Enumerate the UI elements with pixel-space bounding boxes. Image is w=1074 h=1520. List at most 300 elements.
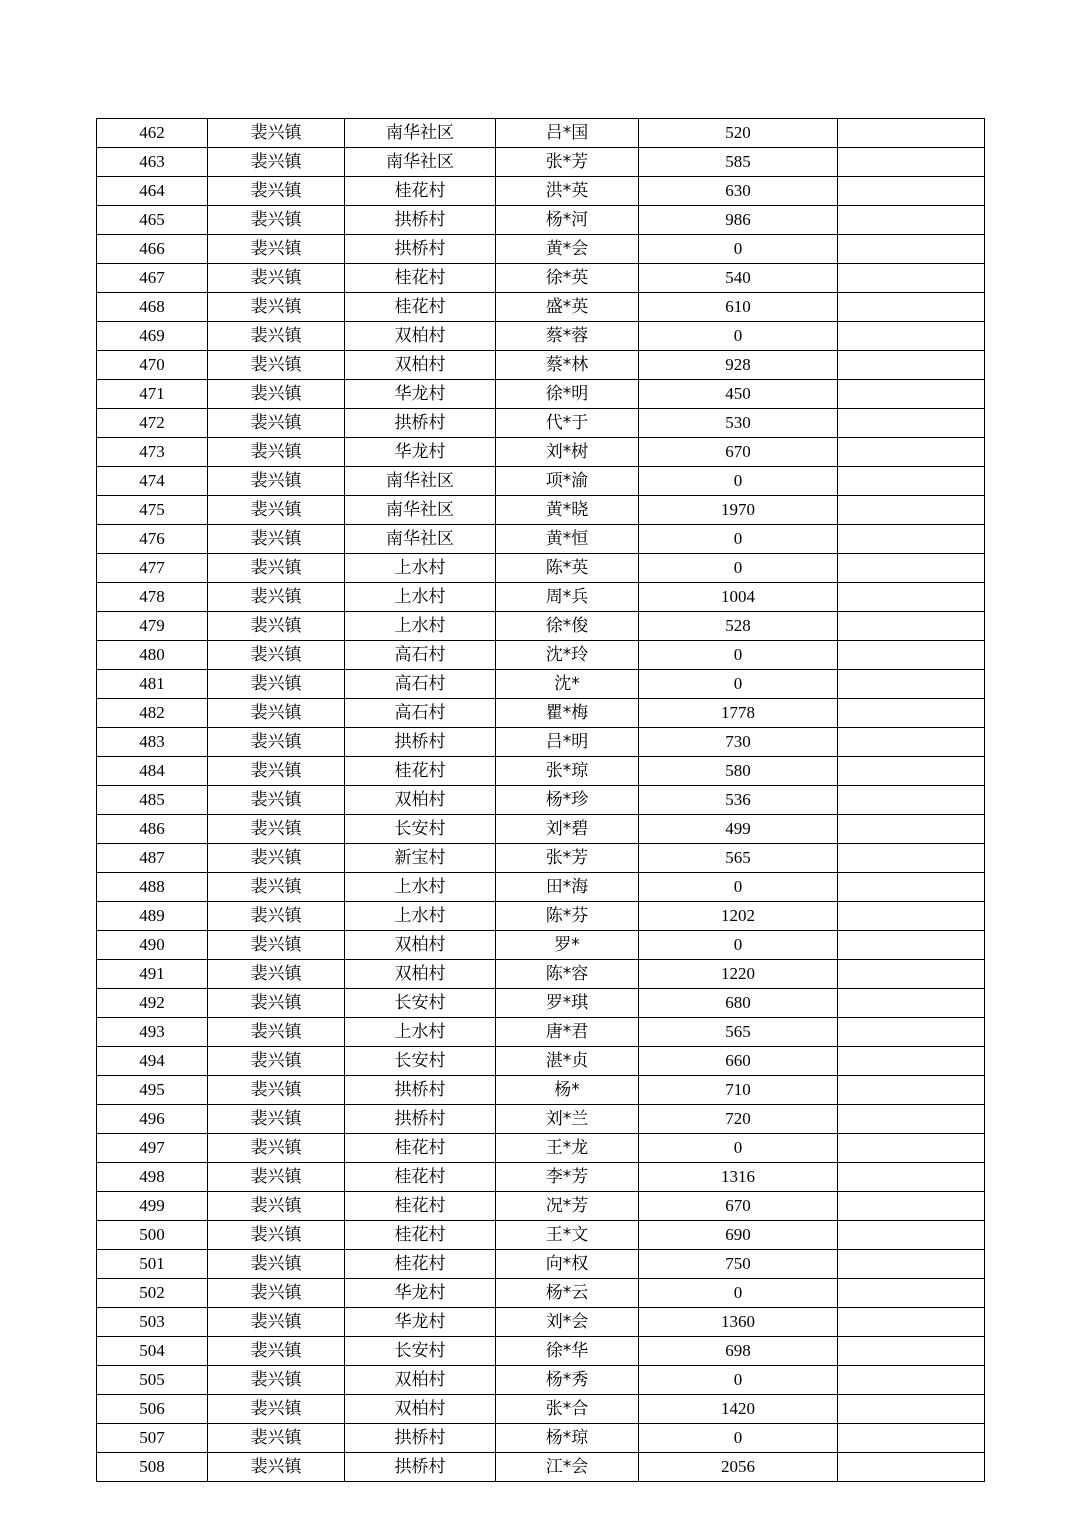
cell-village: 拱桥村 (345, 1076, 496, 1105)
cell-amount: 0 (639, 554, 838, 583)
cell-amount: 0 (639, 525, 838, 554)
table-row (97, 119, 985, 148)
cell-index: 462 (97, 119, 208, 148)
cell-index: 497 (97, 1134, 208, 1163)
cell-name: 张*琼 (496, 757, 639, 786)
cell-town: 裴兴镇 (208, 1047, 345, 1076)
table-row (97, 496, 985, 525)
cell-village: 拱桥村 (345, 1453, 496, 1482)
cell-note (838, 1366, 985, 1395)
cell-amount: 928 (639, 351, 838, 380)
cell-village: 桂花村 (345, 1192, 496, 1221)
cell-index: 471 (97, 380, 208, 409)
table-row (97, 989, 985, 1018)
table-body (97, 119, 985, 1482)
table-row (97, 873, 985, 902)
cell-amount: 1004 (639, 583, 838, 612)
table-row (97, 583, 985, 612)
cell-name: 杨* (496, 1076, 639, 1105)
cell-town: 裴兴镇 (208, 467, 345, 496)
cell-town: 裴兴镇 (208, 612, 345, 641)
cell-village: 桂花村 (345, 1221, 496, 1250)
cell-amount: 499 (639, 815, 838, 844)
table-row (97, 525, 985, 554)
cell-note (838, 119, 985, 148)
cell-village: 南华社区 (345, 148, 496, 177)
cell-amount: 0 (639, 670, 838, 699)
cell-village: 南华社区 (345, 496, 496, 525)
cell-name: 张*芳 (496, 844, 639, 873)
cell-note (838, 1105, 985, 1134)
cell-village: 南华社区 (345, 467, 496, 496)
cell-village: 桂花村 (345, 177, 496, 206)
cell-amount: 530 (639, 409, 838, 438)
cell-town: 裴兴镇 (208, 583, 345, 612)
cell-name: 徐*俊 (496, 612, 639, 641)
cell-index: 472 (97, 409, 208, 438)
cell-name: 张*芳 (496, 148, 639, 177)
cell-town: 裴兴镇 (208, 1453, 345, 1482)
cell-amount: 565 (639, 844, 838, 873)
cell-name: 杨*琼 (496, 1424, 639, 1453)
table-row (97, 1395, 985, 1424)
cell-amount: 750 (639, 1250, 838, 1279)
cell-amount: 565 (639, 1018, 838, 1047)
cell-amount: 520 (639, 119, 838, 148)
cell-note (838, 699, 985, 728)
cell-town: 裴兴镇 (208, 1337, 345, 1366)
cell-index: 498 (97, 1163, 208, 1192)
cell-village: 长安村 (345, 1337, 496, 1366)
table-row (97, 177, 985, 206)
cell-note (838, 612, 985, 641)
cell-index: 489 (97, 902, 208, 931)
cell-village: 上水村 (345, 612, 496, 641)
cell-town: 裴兴镇 (208, 293, 345, 322)
cell-name: 周*兵 (496, 583, 639, 612)
cell-index: 500 (97, 1221, 208, 1250)
cell-amount: 710 (639, 1076, 838, 1105)
cell-town: 裴兴镇 (208, 1134, 345, 1163)
cell-amount: 690 (639, 1221, 838, 1250)
cell-amount: 1970 (639, 496, 838, 525)
table-row (97, 380, 985, 409)
table-row (97, 757, 985, 786)
cell-town: 裴兴镇 (208, 119, 345, 148)
cell-index: 477 (97, 554, 208, 583)
cell-note (838, 1395, 985, 1424)
cell-village: 上水村 (345, 873, 496, 902)
cell-amount: 730 (639, 728, 838, 757)
cell-village: 双柏村 (345, 322, 496, 351)
cell-town: 裴兴镇 (208, 699, 345, 728)
cell-town: 裴兴镇 (208, 1018, 345, 1047)
cell-note (838, 1424, 985, 1453)
cell-index: 499 (97, 1192, 208, 1221)
cell-name: 张*合 (496, 1395, 639, 1424)
cell-note (838, 264, 985, 293)
cell-index: 504 (97, 1337, 208, 1366)
cell-amount: 610 (639, 293, 838, 322)
cell-name: 江*会 (496, 1453, 639, 1482)
cell-town: 裴兴镇 (208, 1250, 345, 1279)
cell-town: 裴兴镇 (208, 322, 345, 351)
cell-village: 拱桥村 (345, 1105, 496, 1134)
cell-index: 484 (97, 757, 208, 786)
cell-note (838, 1076, 985, 1105)
table-row (97, 148, 985, 177)
cell-village: 长安村 (345, 815, 496, 844)
table-row (97, 409, 985, 438)
cell-amount: 698 (639, 1337, 838, 1366)
cell-amount: 720 (639, 1105, 838, 1134)
cell-note (838, 670, 985, 699)
cell-town: 裴兴镇 (208, 728, 345, 757)
cell-amount: 536 (639, 786, 838, 815)
table-row (97, 1279, 985, 1308)
cell-index: 491 (97, 960, 208, 989)
cell-index: 482 (97, 699, 208, 728)
cell-index: 488 (97, 873, 208, 902)
table-row (97, 1424, 985, 1453)
cell-name: 杨*云 (496, 1279, 639, 1308)
cell-village: 上水村 (345, 554, 496, 583)
table-row (97, 960, 985, 989)
cell-name: 刘*兰 (496, 1105, 639, 1134)
cell-note (838, 1192, 985, 1221)
cell-name: 沈* (496, 670, 639, 699)
cell-index: 505 (97, 1366, 208, 1395)
cell-amount: 450 (639, 380, 838, 409)
table-row (97, 641, 985, 670)
table-row (97, 1366, 985, 1395)
cell-note (838, 525, 985, 554)
table-row (97, 1337, 985, 1366)
cell-name: 陈*英 (496, 554, 639, 583)
cell-amount: 986 (639, 206, 838, 235)
cell-village: 桂花村 (345, 1163, 496, 1192)
cell-town: 裴兴镇 (208, 496, 345, 525)
cell-village: 双柏村 (345, 1395, 496, 1424)
cell-index: 492 (97, 989, 208, 1018)
table-row (97, 235, 985, 264)
cell-town: 裴兴镇 (208, 148, 345, 177)
table-row (97, 1250, 985, 1279)
cell-note (838, 1018, 985, 1047)
cell-village: 双柏村 (345, 960, 496, 989)
cell-town: 裴兴镇 (208, 1279, 345, 1308)
table-row (97, 815, 985, 844)
cell-note (838, 177, 985, 206)
table-row (97, 728, 985, 757)
cell-index: 485 (97, 786, 208, 815)
cell-village: 华龙村 (345, 380, 496, 409)
cell-village: 新宝村 (345, 844, 496, 873)
cell-village: 双柏村 (345, 351, 496, 380)
cell-name: 徐*英 (496, 264, 639, 293)
table-row (97, 1076, 985, 1105)
cell-town: 裴兴镇 (208, 1366, 345, 1395)
cell-index: 501 (97, 1250, 208, 1279)
table-row (97, 1163, 985, 1192)
cell-index: 493 (97, 1018, 208, 1047)
table-row (97, 612, 985, 641)
cell-note (838, 409, 985, 438)
cell-amount: 585 (639, 148, 838, 177)
cell-index: 478 (97, 583, 208, 612)
cell-village: 桂花村 (345, 757, 496, 786)
cell-note (838, 322, 985, 351)
cell-amount: 0 (639, 873, 838, 902)
cell-town: 裴兴镇 (208, 815, 345, 844)
cell-town: 裴兴镇 (208, 554, 345, 583)
cell-village: 长安村 (345, 1047, 496, 1076)
cell-amount: 0 (639, 322, 838, 351)
cell-name: 代*于 (496, 409, 639, 438)
table-row (97, 1453, 985, 1482)
cell-village: 高石村 (345, 641, 496, 670)
cell-amount: 0 (639, 1424, 838, 1453)
cell-amount: 1778 (639, 699, 838, 728)
cell-town: 裴兴镇 (208, 960, 345, 989)
cell-index: 508 (97, 1453, 208, 1482)
cell-town: 裴兴镇 (208, 438, 345, 467)
cell-note (838, 844, 985, 873)
cell-name: 黄*会 (496, 235, 639, 264)
cell-village: 桂花村 (345, 264, 496, 293)
cell-name: 罗*琪 (496, 989, 639, 1018)
cell-note (838, 728, 985, 757)
subsidy-table (96, 118, 985, 1482)
cell-amount: 0 (639, 1279, 838, 1308)
cell-note (838, 496, 985, 525)
cell-name: 沈*玲 (496, 641, 639, 670)
cell-name: 吕*国 (496, 119, 639, 148)
cell-amount: 0 (639, 931, 838, 960)
cell-village: 上水村 (345, 1018, 496, 1047)
cell-index: 479 (97, 612, 208, 641)
cell-amount: 0 (639, 235, 838, 264)
table-row (97, 1018, 985, 1047)
cell-name: 陈*容 (496, 960, 639, 989)
cell-town: 裴兴镇 (208, 1395, 345, 1424)
cell-town: 裴兴镇 (208, 931, 345, 960)
cell-town: 裴兴镇 (208, 989, 345, 1018)
table-row (97, 351, 985, 380)
cell-amount: 1420 (639, 1395, 838, 1424)
cell-village: 拱桥村 (345, 409, 496, 438)
cell-note (838, 1250, 985, 1279)
cell-name: 吕*明 (496, 728, 639, 757)
cell-name: 黄*晓 (496, 496, 639, 525)
cell-index: 494 (97, 1047, 208, 1076)
cell-note (838, 1134, 985, 1163)
cell-name: 唐*君 (496, 1018, 639, 1047)
cell-village: 高石村 (345, 699, 496, 728)
cell-note (838, 815, 985, 844)
cell-town: 裴兴镇 (208, 757, 345, 786)
cell-amount: 528 (639, 612, 838, 641)
cell-index: 481 (97, 670, 208, 699)
cell-town: 裴兴镇 (208, 1163, 345, 1192)
cell-village: 双柏村 (345, 1366, 496, 1395)
table-row (97, 786, 985, 815)
cell-town: 裴兴镇 (208, 1105, 345, 1134)
cell-index: 506 (97, 1395, 208, 1424)
cell-name: 罗* (496, 931, 639, 960)
cell-town: 裴兴镇 (208, 1308, 345, 1337)
table-row (97, 206, 985, 235)
cell-index: 468 (97, 293, 208, 322)
cell-town: 裴兴镇 (208, 235, 345, 264)
cell-note (838, 467, 985, 496)
cell-village: 拱桥村 (345, 728, 496, 757)
cell-amount: 0 (639, 467, 838, 496)
cell-town: 裴兴镇 (208, 351, 345, 380)
cell-name: 瞿*梅 (496, 699, 639, 728)
cell-town: 裴兴镇 (208, 409, 345, 438)
cell-name: 刘*会 (496, 1308, 639, 1337)
cell-village: 南华社区 (345, 525, 496, 554)
cell-note (838, 554, 985, 583)
cell-index: 503 (97, 1308, 208, 1337)
cell-name: 项*渝 (496, 467, 639, 496)
cell-village: 华龙村 (345, 438, 496, 467)
cell-note (838, 148, 985, 177)
table-row (97, 264, 985, 293)
cell-town: 裴兴镇 (208, 873, 345, 902)
cell-name: 陈*芬 (496, 902, 639, 931)
cell-name: 杨*珍 (496, 786, 639, 815)
table-row (97, 1221, 985, 1250)
table-row (97, 467, 985, 496)
cell-town: 裴兴镇 (208, 1076, 345, 1105)
cell-note (838, 1337, 985, 1366)
cell-village: 桂花村 (345, 1134, 496, 1163)
cell-note (838, 1308, 985, 1337)
cell-town: 裴兴镇 (208, 264, 345, 293)
cell-name: 杨*河 (496, 206, 639, 235)
cell-name: 李*芳 (496, 1163, 639, 1192)
cell-note (838, 1453, 985, 1482)
cell-amount: 670 (639, 438, 838, 467)
cell-note (838, 235, 985, 264)
table-row (97, 293, 985, 322)
cell-note (838, 757, 985, 786)
cell-index: 474 (97, 467, 208, 496)
cell-note (838, 438, 985, 467)
cell-amount: 1360 (639, 1308, 838, 1337)
cell-amount: 670 (639, 1192, 838, 1221)
cell-index: 465 (97, 206, 208, 235)
cell-note (838, 206, 985, 235)
cell-amount: 1202 (639, 902, 838, 931)
cell-name: 蔡*林 (496, 351, 639, 380)
cell-amount: 630 (639, 177, 838, 206)
cell-village: 桂花村 (345, 1250, 496, 1279)
cell-amount: 1316 (639, 1163, 838, 1192)
cell-name: 刘*树 (496, 438, 639, 467)
cell-name: 王*文 (496, 1221, 639, 1250)
cell-village: 桂花村 (345, 293, 496, 322)
cell-name: 刘*碧 (496, 815, 639, 844)
cell-village: 拱桥村 (345, 206, 496, 235)
cell-amount: 0 (639, 1366, 838, 1395)
cell-name: 向*权 (496, 1250, 639, 1279)
cell-note (838, 293, 985, 322)
cell-name: 蔡*蓉 (496, 322, 639, 351)
cell-name: 盛*英 (496, 293, 639, 322)
cell-amount: 580 (639, 757, 838, 786)
cell-note (838, 641, 985, 670)
cell-amount: 540 (639, 264, 838, 293)
cell-index: 473 (97, 438, 208, 467)
table-row (97, 1192, 985, 1221)
cell-note (838, 1279, 985, 1308)
cell-index: 466 (97, 235, 208, 264)
cell-town: 裴兴镇 (208, 177, 345, 206)
cell-village: 南华社区 (345, 119, 496, 148)
table-row (97, 670, 985, 699)
cell-name: 杨*秀 (496, 1366, 639, 1395)
cell-town: 裴兴镇 (208, 525, 345, 554)
cell-amount: 0 (639, 641, 838, 670)
cell-index: 487 (97, 844, 208, 873)
table-row (97, 438, 985, 467)
cell-index: 495 (97, 1076, 208, 1105)
cell-town: 裴兴镇 (208, 670, 345, 699)
table-row (97, 322, 985, 351)
table-row (97, 1105, 985, 1134)
cell-index: 464 (97, 177, 208, 206)
cell-name: 况*芳 (496, 1192, 639, 1221)
cell-index: 475 (97, 496, 208, 525)
cell-note (838, 380, 985, 409)
cell-index: 467 (97, 264, 208, 293)
cell-note (838, 351, 985, 380)
cell-village: 华龙村 (345, 1279, 496, 1308)
cell-index: 502 (97, 1279, 208, 1308)
cell-note (838, 873, 985, 902)
cell-village: 上水村 (345, 583, 496, 612)
table-row (97, 1308, 985, 1337)
cell-town: 裴兴镇 (208, 786, 345, 815)
cell-village: 拱桥村 (345, 1424, 496, 1453)
cell-index: 470 (97, 351, 208, 380)
table-row (97, 931, 985, 960)
cell-note (838, 931, 985, 960)
cell-name: 徐*华 (496, 1337, 639, 1366)
cell-town: 裴兴镇 (208, 380, 345, 409)
cell-index: 469 (97, 322, 208, 351)
cell-village: 双柏村 (345, 931, 496, 960)
cell-amount: 2056 (639, 1453, 838, 1482)
table-row (97, 699, 985, 728)
table-row (97, 554, 985, 583)
cell-name: 湛*贞 (496, 1047, 639, 1076)
cell-town: 裴兴镇 (208, 844, 345, 873)
cell-town: 裴兴镇 (208, 1192, 345, 1221)
table-row (97, 902, 985, 931)
cell-note (838, 989, 985, 1018)
cell-note (838, 1047, 985, 1076)
cell-village: 拱桥村 (345, 235, 496, 264)
table-row (97, 1047, 985, 1076)
cell-index: 486 (97, 815, 208, 844)
cell-index: 476 (97, 525, 208, 554)
cell-name: 洪*英 (496, 177, 639, 206)
cell-amount: 660 (639, 1047, 838, 1076)
